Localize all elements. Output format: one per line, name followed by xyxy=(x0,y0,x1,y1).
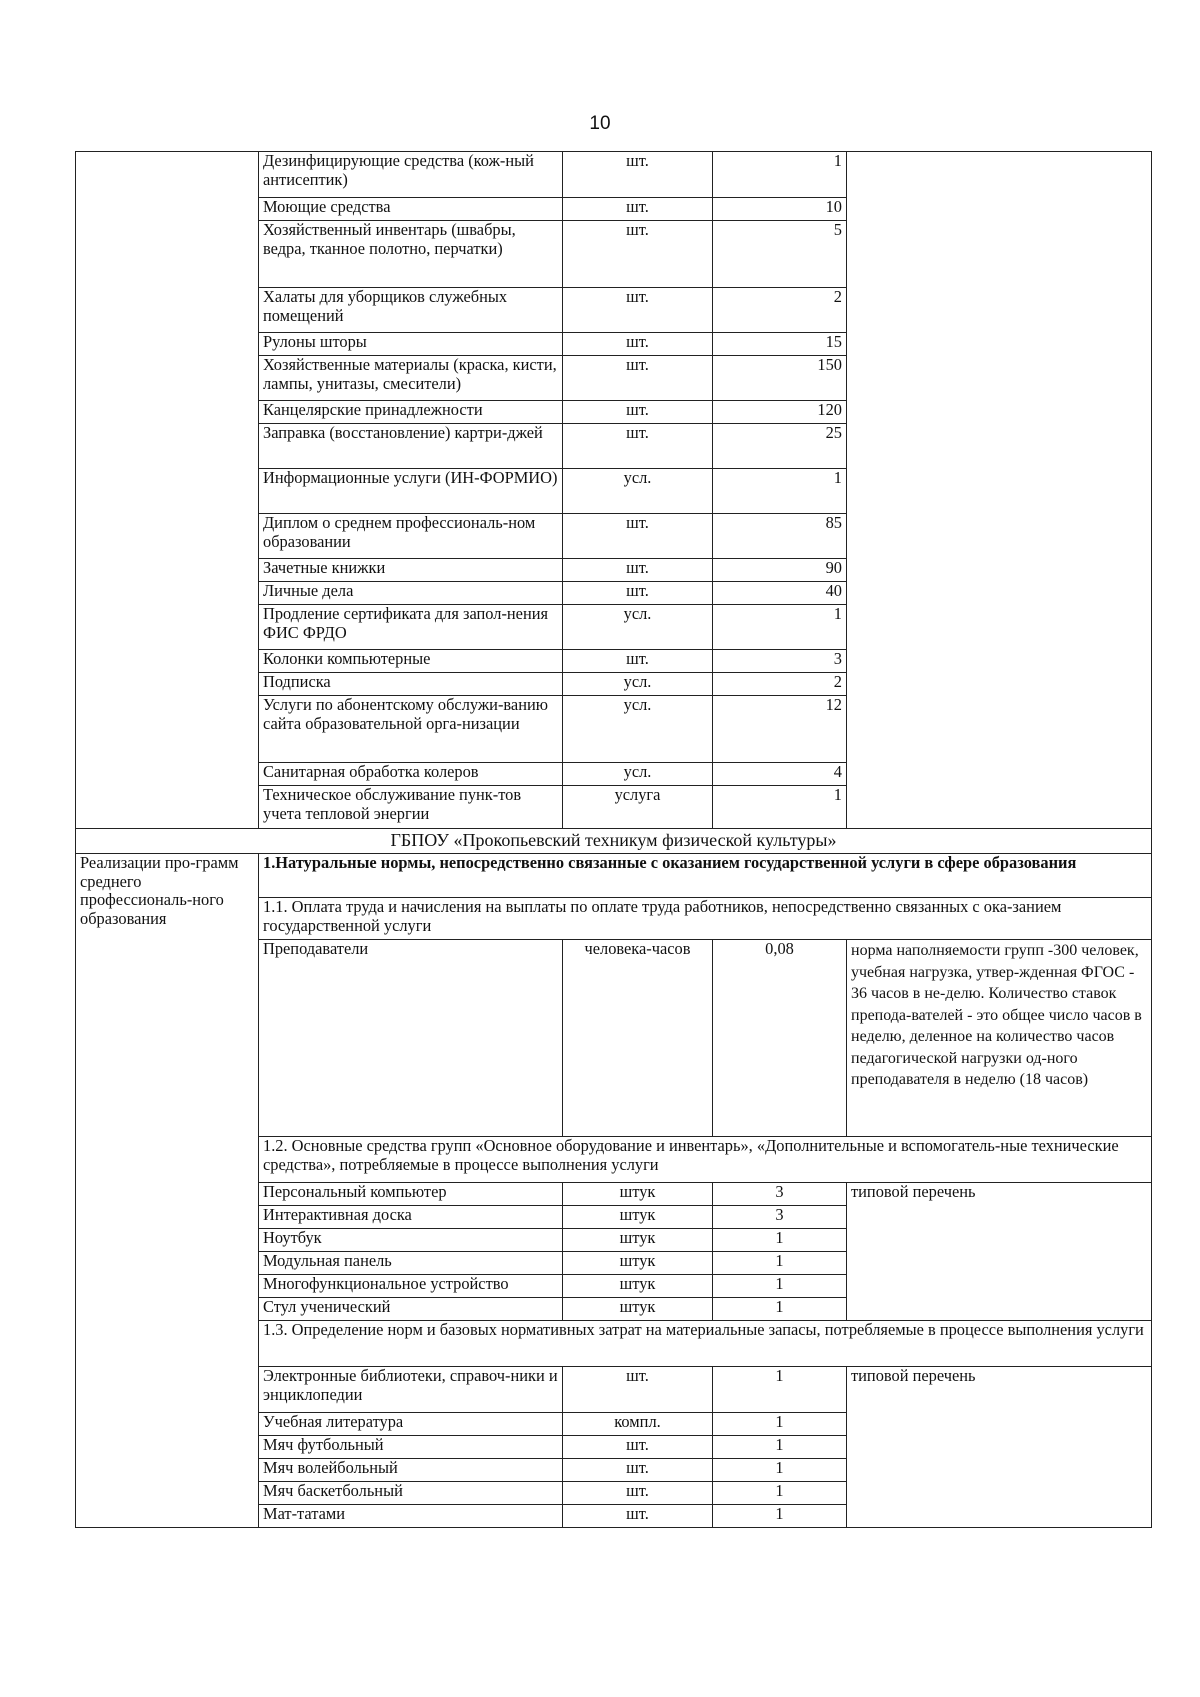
item-qty: 2 xyxy=(713,288,847,333)
material-name: Мяч волейбольный xyxy=(259,1459,563,1482)
equipment-qty: 1 xyxy=(713,1252,847,1275)
material-qty: 1 xyxy=(713,1482,847,1505)
item-unit: усл. xyxy=(563,696,713,763)
section-1-title: 1.Натуральные нормы, непосредственно связанные с оказанием государственной услуги в сфере образования xyxy=(259,854,1152,898)
section-row xyxy=(76,854,1152,898)
item-qty: 150 xyxy=(713,356,847,401)
item-name: Подписка xyxy=(259,673,563,696)
item-qty: 1 xyxy=(713,786,847,829)
material-qty: 1 xyxy=(713,1505,847,1528)
material-unit: шт. xyxy=(563,1459,713,1482)
item-qty: 90 xyxy=(713,559,847,582)
teachers-note: норма наполняемости групп -300 человек, учебная нагрузка, утвер-жденная ФГОС - 36 часов в не-делю. Количество ставок препода-вателей - это общее число часов в неделю, деленное на количество часов педагогической нагрузки од-ного преподавателя в неделю (18 часов) xyxy=(847,940,1152,1137)
teachers-unit: человека-часов xyxy=(563,940,713,1137)
material-qty: 1 xyxy=(713,1459,847,1482)
item-name: Халаты для уборщиков служебных помещений xyxy=(259,288,563,333)
material-unit: шт. xyxy=(563,1436,713,1459)
material-name: Мат-татами xyxy=(259,1505,563,1528)
equipment-name: Ноутбук xyxy=(259,1229,563,1252)
note-cell-empty xyxy=(847,152,1152,829)
equipment-qty: 1 xyxy=(713,1298,847,1321)
materials-note: типовой перечень xyxy=(847,1367,1152,1528)
item-name: Услуги по абонентскому обслужи-ванию сайта образовательной орга-низации xyxy=(259,696,563,763)
item-name: Продление сертификата для запол-нения ФИС ФРДО xyxy=(259,605,563,650)
item-unit: шт. xyxy=(563,424,713,469)
item-qty: 12 xyxy=(713,696,847,763)
equipment-name: Персональный компьютер xyxy=(259,1183,563,1206)
item-qty: 15 xyxy=(713,333,847,356)
equipment-unit: штук xyxy=(563,1229,713,1252)
service-name: Реализации про-грамм среднего профессиональ-ного образования xyxy=(76,854,259,1528)
item-name: Санитарная обработка колеров xyxy=(259,763,563,786)
equipment-unit: штук xyxy=(563,1206,713,1229)
equipment-unit: штук xyxy=(563,1298,713,1321)
equipment-name: Многофункциональное устройство xyxy=(259,1275,563,1298)
equipment-note: типовой перечень xyxy=(847,1183,1152,1321)
item-qty: 120 xyxy=(713,401,847,424)
teachers-name: Преподаватели xyxy=(259,940,563,1137)
equipment-qty: 3 xyxy=(713,1206,847,1229)
equipment-qty: 1 xyxy=(713,1275,847,1298)
service-cell-empty xyxy=(76,152,259,829)
item-name: Моющие средства xyxy=(259,198,563,221)
equipment-unit: штук xyxy=(563,1252,713,1275)
item-unit: шт. xyxy=(563,221,713,288)
item-unit: шт. xyxy=(563,401,713,424)
item-unit: услуга xyxy=(563,786,713,829)
item-qty: 5 xyxy=(713,221,847,288)
item-qty: 2 xyxy=(713,673,847,696)
item-unit: усл. xyxy=(563,469,713,514)
org-title: ГБПОУ «Прокопьевский техникум физической культуры» xyxy=(76,829,1152,854)
item-unit: шт. xyxy=(563,198,713,221)
item-unit: шт. xyxy=(563,356,713,401)
item-unit: усл. xyxy=(563,673,713,696)
equipment-unit: штук xyxy=(563,1183,713,1206)
material-qty: 1 xyxy=(713,1367,847,1413)
item-unit: шт. xyxy=(563,152,713,198)
item-qty: 4 xyxy=(713,763,847,786)
item-qty: 25 xyxy=(713,424,847,469)
norms-table xyxy=(75,151,1152,1528)
item-unit: шт. xyxy=(563,514,713,559)
item-unit: усл. xyxy=(563,605,713,650)
item-unit: шт. xyxy=(563,650,713,673)
item-name: Колонки компьютерные xyxy=(259,650,563,673)
section-1-3-title: 1.3. Определение норм и базовых нормативных затрат на материальные запасы, потребляемые в процессе выполнения услуги xyxy=(259,1321,1152,1367)
section-1-2-title: 1.2. Основные средства групп «Основное оборудование и инвентарь», «Дополнительные и вспомогатель-ные технические средства», потребляемые в процессе выполнения услуги xyxy=(259,1137,1152,1183)
equipment-name: Модульная панель xyxy=(259,1252,563,1275)
item-name: Техническое обслуживание пунк-тов учета тепловой энергии xyxy=(259,786,563,829)
item-qty: 40 xyxy=(713,582,847,605)
equipment-qty: 3 xyxy=(713,1183,847,1206)
item-qty: 1 xyxy=(713,605,847,650)
material-name: Мяч баскетбольный xyxy=(259,1482,563,1505)
material-unit: шт. xyxy=(563,1505,713,1528)
material-unit: шт. xyxy=(563,1482,713,1505)
item-unit: усл. xyxy=(563,763,713,786)
item-name: Личные дела xyxy=(259,582,563,605)
equipment-name: Интерактивная доска xyxy=(259,1206,563,1229)
item-qty: 1 xyxy=(713,152,847,198)
item-unit: шт. xyxy=(563,288,713,333)
item-unit: шт. xyxy=(563,559,713,582)
org-row xyxy=(76,829,1152,854)
section-1-1-title: 1.1. Оплата труда и начисления на выплаты по оплате труда работников, непосредственно связанных с ока-занием государственной услуги xyxy=(259,898,1152,940)
material-qty: 1 xyxy=(713,1436,847,1459)
item-name: Хозяйственный инвентарь (швабры, ведра, тканное полотно, перчатки) xyxy=(259,221,563,288)
equipment-name: Стул ученический xyxy=(259,1298,563,1321)
item-name: Заправка (восстановление) картри-джей xyxy=(259,424,563,469)
item-name: Диплом о среднем профессиональ-ном образовании xyxy=(259,514,563,559)
item-name: Дезинфицирующие средства (кож-ный антисептик) xyxy=(259,152,563,198)
page-number: 10 xyxy=(589,113,611,134)
teachers-qty: 0,08 xyxy=(713,940,847,1137)
item-name: Информационные услуги (ИН-ФОРМИО) xyxy=(259,469,563,514)
item-name: Зачетные книжки xyxy=(259,559,563,582)
material-unit: компл. xyxy=(563,1413,713,1436)
item-unit: шт. xyxy=(563,333,713,356)
item-unit: шт. xyxy=(563,582,713,605)
material-name: Учебная литература xyxy=(259,1413,563,1436)
equipment-unit: штук xyxy=(563,1275,713,1298)
item-name: Рулоны шторы xyxy=(259,333,563,356)
material-unit: шт. xyxy=(563,1367,713,1413)
item-name: Канцелярские принадлежности xyxy=(259,401,563,424)
item-qty: 10 xyxy=(713,198,847,221)
equipment-qty: 1 xyxy=(713,1229,847,1252)
item-name: Хозяйственные материалы (краска, кисти, лампы, унитазы, смесители) xyxy=(259,356,563,401)
material-name: Электронные библиотеки, справоч-ники и энциклопедии xyxy=(259,1367,563,1413)
item-qty: 1 xyxy=(713,469,847,514)
material-name: Мяч футбольный xyxy=(259,1436,563,1459)
item-qty: 85 xyxy=(713,514,847,559)
table-row xyxy=(76,152,1152,198)
item-qty: 3 xyxy=(713,650,847,673)
material-qty: 1 xyxy=(713,1413,847,1436)
